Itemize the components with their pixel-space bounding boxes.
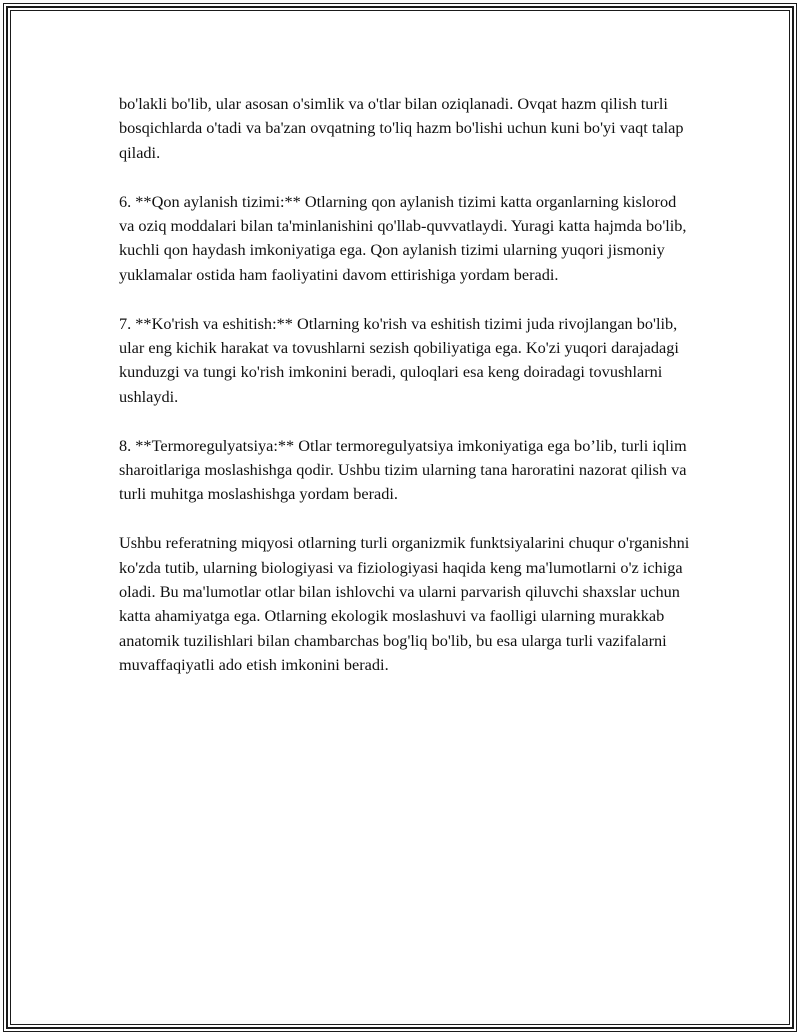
paragraph-thermoregulation: 8. **Termoregulyatsiya:** Otlar termoregulyatsiya imkoniyatiga ega bo’lib, turli iqlim sharoitlariga moslashishga qodir. Ushbu tizim ularning tana haroratini nazorat qilish va turli muhitga moslashishga yordam beradi.: [119, 435, 687, 504]
paragraph-digestion-continued: bo'lakli bo'lib, ular asosan o'simlik va o'tlar bilan oziqlanadi. Ovqat hazm qilish turli bosqichlarda o'tadi va ba'zan ovqatning to'liq hazm bo'lishi uchun kuni bo'yi vaqt talap qiladi.: [119, 94, 684, 162]
paragraph-circulatory-system: 6. **Qon aylanish tizimi:** Otlarning qon aylanish tizimi katta organlarning kislorod va oziq moddalari bilan ta'minlanishini qo'llab-quvvatlaydi. Yuragi katta hajmda bo'lib, kuchli qon haydash imkoniyatiga ega. Qon aylanish tizimi ularning yuqori jismoniy yuklamalar ostida ham faoliyatini davom ettirishiga yordam beradi.: [119, 191, 687, 284]
document-body: [119, 92, 694, 702]
paragraph-vision-hearing: 7. **Ko'rish va eshitish:** Otlarning ko'rish va eshitish tizimi juda rivojlangan bo'lib, ular eng kichik harakat va tovushlarni sezish qobiliyatiga ega. Ko'zi yuqori darajadagi kunduzgi va tungi ko'rish imkonini beradi, quloqlari esa keng doiradagi tovushlarni ushlaydi.: [119, 313, 679, 406]
paragraph-conclusion: Ushbu referatning miqyosi otlarning turli organizmik funktsiyalarini chuqur o'rganishni ko'zda tutib, ularning biologiyasi va fiziologiyasi haqida keng ma'lumotlarni o'z ichiga oladi. Bu ma'lumotlar otlar bilan ishlovchi va ularni parvarish qiluvchi shaxslar uchun katta ahamiyatga ega. Otlarning ekologik moslashuvi va faolligi ularning murakkab anatomik tuzilishlari bilan chambarchas bog'liq bo'lib, bu esa ularga turli vazifalarni muvaffaqiyatli ado etish imkonini beradi.: [119, 533, 690, 675]
